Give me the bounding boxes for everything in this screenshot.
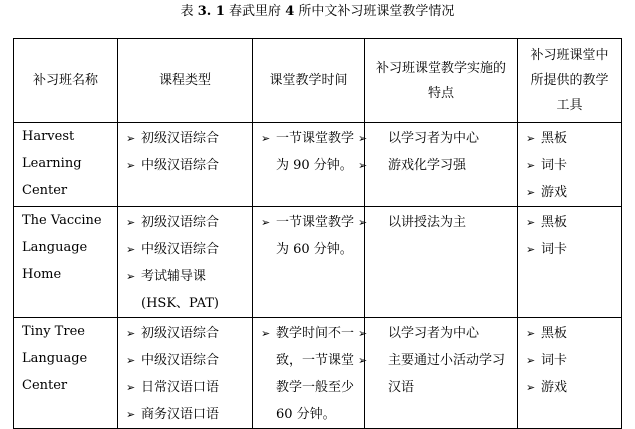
class-time-text: 一节课堂教学为 90 分钟。: [276, 131, 355, 173]
tool-item: [526, 320, 615, 347]
tool-item: [526, 209, 615, 236]
tools-cell: [518, 123, 622, 207]
bullet-arrow-icon: ➢: [126, 354, 136, 367]
course-item-text: 中级汉语综合: [141, 242, 220, 257]
school-name: The Vaccine Language Home: [22, 213, 102, 282]
course-type-cell: [118, 207, 253, 318]
caption-count: 4: [285, 4, 295, 19]
feature-item: [358, 125, 511, 152]
bullet-arrow-icon: ➢: [526, 186, 536, 199]
course-item: [126, 263, 246, 290]
classroom-teaching-table: [13, 38, 622, 429]
table-caption: [0, 4, 635, 20]
table-row: [14, 318, 622, 429]
tool-item-text: 黑板: [541, 215, 568, 230]
class-time-cell: [253, 123, 365, 207]
tool-item: [526, 179, 615, 206]
header-cell-time: 课堂教学时间: [253, 39, 365, 123]
course-item-text: 初级汉语综合: [141, 131, 220, 146]
header-cell-tools: 补习班课堂中所提供的教学工具: [518, 39, 622, 123]
bullet-arrow-icon: ➢: [526, 216, 536, 229]
tool-item-text: 黑板: [541, 131, 568, 146]
bullet-arrow-icon: ➢: [526, 132, 536, 145]
bullet-arrow-icon: ➢: [126, 381, 136, 394]
caption-number: 3. 1: [197, 4, 225, 19]
caption-suffix: 所中文补习班课堂教学情况: [298, 4, 455, 19]
class-time-cell: [253, 207, 365, 318]
course-item: [126, 236, 246, 263]
course-item: [126, 152, 246, 179]
header-cell-features: 补习班课堂教学实施的特点: [365, 39, 518, 123]
tool-item: [526, 347, 615, 374]
class-time-text: 教学时间不一致，一节课堂教学一般至少 60 分钟。: [276, 326, 355, 422]
tool-item: [526, 125, 615, 152]
course-item: [126, 290, 246, 317]
bullet-arrow-icon: ➢: [358, 159, 368, 172]
feature-item: [358, 347, 511, 401]
feature-item-text: 以讲授法为主: [388, 215, 467, 230]
bullet-arrow-icon: ➢: [126, 132, 136, 145]
course-item-text: 商务汉语口语: [141, 407, 220, 422]
table-row: [14, 123, 622, 207]
tool-item-text: 游戏: [541, 185, 568, 200]
tool-item-text: 游戏: [541, 380, 568, 395]
bullet-arrow-icon: ➢: [358, 354, 368, 367]
table-row: [14, 207, 622, 318]
school-name: Tiny Tree Language Center: [22, 324, 88, 393]
bullet-arrow-icon: ➢: [126, 159, 136, 172]
feature-item-text: 以学习者为中心: [388, 131, 480, 146]
course-item: [126, 401, 246, 428]
feature-item: [358, 152, 511, 179]
course-item: [126, 320, 246, 347]
bullet-arrow-icon: ➢: [526, 159, 536, 172]
tool-item-text: 黑板: [541, 326, 568, 341]
feature-item-text: 以学习者为中心: [388, 326, 480, 341]
tool-item: [526, 374, 615, 401]
tool-item-text: 词卡: [541, 353, 568, 368]
features-cell: [358, 123, 518, 207]
bullet-arrow-icon: ➢: [126, 216, 136, 229]
bullet-arrow-icon: ➢: [126, 270, 136, 283]
bullet-arrow-icon: ➢: [261, 327, 271, 340]
header-cell-course: 课程类型: [118, 39, 253, 123]
feature-item-text: 主要通过小活动学习汉语: [388, 353, 506, 395]
bullet-arrow-icon: ➢: [526, 381, 536, 394]
class-time-cell: [253, 318, 365, 429]
caption-text: 春武里府: [229, 4, 282, 19]
bullet-arrow-icon: ➢: [261, 216, 271, 229]
tools-cell: [518, 207, 622, 318]
class-time-text: 一节课堂教学为 60 分钟。: [276, 215, 355, 257]
school-name-cell: [14, 207, 118, 318]
course-type-cell: [118, 318, 253, 429]
bullet-arrow-icon: ➢: [358, 327, 368, 340]
bullet-arrow-icon: ➢: [126, 327, 136, 340]
feature-item-text: 游戏化学习强: [388, 158, 467, 173]
header-cell-name: 补习班名称: [14, 39, 118, 123]
school-name-cell: [14, 123, 118, 207]
course-item: [126, 209, 246, 236]
course-item-text: 初级汉语综合: [141, 326, 220, 341]
bullet-arrow-icon: ➢: [526, 327, 536, 340]
tool-item: [526, 236, 615, 263]
table-body: [14, 123, 622, 429]
feature-item: [358, 320, 511, 347]
tools-cell: [518, 318, 622, 429]
bullet-arrow-icon: ➢: [358, 216, 368, 229]
course-item-text: 中级汉语综合: [141, 353, 220, 368]
features-cell: [358, 318, 518, 429]
bullet-arrow-icon: ➢: [358, 132, 368, 145]
course-item: [126, 374, 246, 401]
school-name: Harvest Learning Center: [22, 129, 82, 198]
course-item: [126, 125, 246, 152]
course-item: [126, 347, 246, 374]
course-item-text: (HSK、PAT): [141, 296, 220, 311]
course-item-text: 考试辅导课: [141, 269, 207, 284]
course-type-cell: [118, 123, 253, 207]
bullet-arrow-icon: ➢: [126, 408, 136, 421]
tool-item: [526, 152, 615, 179]
feature-item: [358, 209, 511, 236]
course-item-text: 日常汉语口语: [141, 380, 220, 395]
bullet-arrow-icon: ➢: [261, 132, 271, 145]
course-item-text: 初级汉语综合: [141, 215, 220, 230]
tool-item-text: 词卡: [541, 158, 568, 173]
features-cell: [358, 207, 518, 318]
school-name-cell: [14, 318, 118, 429]
tool-item-text: 词卡: [541, 242, 568, 257]
course-item-text: 中级汉语综合: [141, 158, 220, 173]
caption-prefix: 表: [180, 4, 194, 19]
bullet-arrow-icon: ➢: [526, 243, 536, 256]
bullet-arrow-icon: ➢: [126, 243, 136, 256]
header-row: [14, 39, 622, 123]
bullet-arrow-icon: ➢: [526, 354, 536, 367]
